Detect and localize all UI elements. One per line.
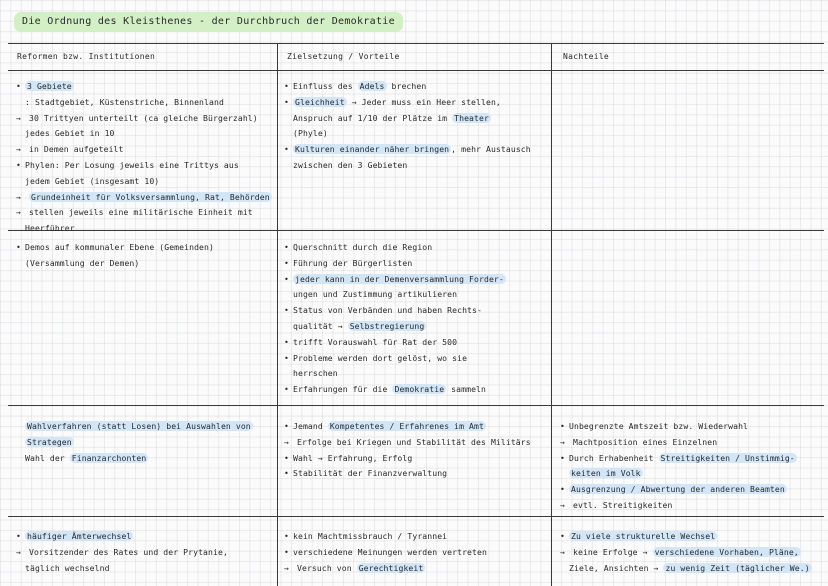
note-line [284, 272, 506, 288]
note-line [284, 451, 531, 467]
bullet-marker: • [284, 257, 289, 268]
note-line [16, 419, 253, 435]
note-line [284, 79, 531, 95]
highlighted-text: 3 Gebiete [27, 81, 72, 91]
note-text: Jemand [293, 421, 328, 431]
bullet-marker: • [284, 144, 289, 155]
note-line [560, 435, 797, 451]
note-text: Führung der Bürgerlisten [293, 257, 413, 268]
note-line [560, 466, 797, 482]
cell-reformen [16, 419, 253, 466]
arrow-marker: → [16, 112, 21, 123]
note-text: Wahl → Erfahrung, Erfolg [293, 452, 413, 463]
bullet-marker: • [16, 81, 21, 91]
highlighted-text: Gleichheit [295, 96, 345, 107]
note-line [284, 351, 506, 367]
note-line [284, 419, 531, 435]
note-line [284, 545, 487, 561]
highlighted-text: Wahlverfahren (statt Losen) bei Auswahlen von [27, 421, 251, 431]
highlighted-text: keiten im Volk [571, 468, 641, 479]
note-text: ungen und Zustimmung artikulieren [293, 289, 458, 300]
note-line [284, 366, 506, 382]
note-line [284, 561, 487, 577]
cell-ziel [284, 79, 531, 174]
bullet-marker: • [16, 242, 21, 252]
bullet-marker: • [560, 484, 565, 495]
note-text: Demos auf kommunaler Ebene (Gemeinden) [25, 242, 214, 252]
note-line [16, 545, 228, 561]
arrow-marker: → [16, 207, 21, 218]
bullet-marker: • [284, 352, 289, 363]
note-line [284, 319, 506, 335]
note-text: Stabilität der Finanzverwaltung [293, 468, 448, 479]
note-line [16, 95, 272, 111]
note-text: Versuch von [297, 562, 357, 573]
highlighted-text: Zu viele strukturelle Wechsel [571, 531, 716, 541]
note-line [16, 126, 272, 142]
column-divider [277, 43, 278, 586]
note-line [560, 451, 797, 467]
cell-ziel [284, 529, 487, 576]
row-divider [8, 516, 824, 517]
note-text: Vorsitzender des Rates und der Prytanie, [29, 546, 228, 557]
note-text: , mehr Austausch [451, 144, 531, 155]
page-title: Die Ordnung des Kleisthenes - der Durchbruch der Demokratie [14, 12, 403, 32]
highlighted-text: verschiedene Vorhaben, Pläne, [654, 546, 799, 557]
note-text: Machtposition eines Einzelnen [573, 436, 718, 447]
bullet-marker: • [284, 96, 289, 107]
note-line [284, 382, 506, 398]
note-line [16, 158, 272, 174]
note-text: Erfahrungen für die [293, 384, 393, 395]
arrow-marker: → [16, 546, 21, 557]
bullet-marker: • [560, 452, 565, 463]
note-text: (Versammlung der Demen) [25, 257, 140, 268]
bullet-marker: • [16, 531, 21, 541]
note-text: Wahl der [25, 452, 70, 463]
bullet-marker: • [284, 242, 289, 252]
note-line [284, 158, 531, 174]
note-line [284, 111, 531, 127]
note-line [284, 466, 531, 482]
highlighted-text: Demokratie [394, 384, 445, 395]
column-header-reformen: Reformen bzw. Institutionen [17, 52, 156, 61]
bullet-marker: • [560, 531, 565, 541]
highlighted-text: Ausgrenzung / Abwertung der anderen Beamten [571, 484, 785, 495]
column-divider [551, 43, 552, 586]
note-line [284, 95, 531, 111]
header-bottom-rule [8, 70, 824, 71]
note-text: täglich wechselnd [25, 562, 110, 573]
note-text: Probleme werden dort gelöst, wo sie [293, 352, 468, 363]
note-text: Status von Verbänden und haben Rechts- [293, 305, 482, 316]
note-text: Phylen: Per Losung jeweils eine Trittys aus [25, 159, 239, 170]
note-line [16, 221, 272, 237]
arrow-marker: → [560, 436, 565, 447]
note-text: sammeln [446, 384, 486, 395]
note-text: Anspruch auf 1/10 der Plätze im [293, 112, 453, 123]
cell-ziel [284, 240, 506, 398]
bullet-marker: • [284, 384, 289, 395]
note-text: jedes Gebiet in 10 [25, 128, 115, 139]
note-text: Ziele, Ansichten → [569, 562, 664, 573]
bullet-marker: • [284, 468, 289, 479]
note-text: jedem Gebiet (insgesamt 10) [25, 175, 160, 186]
note-text: herrschen [293, 368, 338, 379]
note-line [16, 111, 272, 127]
highlighted-text: zu wenig Zeit (täglicher We.) [665, 562, 810, 573]
note-text: stellen jeweils eine militärische Einheit mit [29, 207, 253, 218]
note-line [16, 529, 228, 545]
bullet-marker: • [560, 421, 565, 431]
cell-nachteile [560, 529, 812, 576]
note-line [16, 174, 272, 190]
bullet-marker: • [284, 336, 289, 347]
bullet-marker: • [284, 273, 289, 284]
arrow-marker: → [16, 144, 21, 155]
arrow-marker: → [284, 562, 289, 573]
header-top-rule [8, 43, 824, 44]
note-line [284, 142, 531, 158]
cell-reformen [16, 529, 228, 576]
note-line [16, 79, 272, 95]
note-line [284, 529, 487, 545]
note-line [284, 126, 531, 142]
bullet-marker: • [284, 531, 289, 541]
note-line [284, 435, 531, 451]
note-line [284, 303, 506, 319]
bullet-marker: • [284, 452, 289, 463]
bullet-marker: • [284, 305, 289, 316]
note-text: Heerführer [25, 223, 75, 234]
note-text: 30 Trittyen unterteilt (ca gleiche Bürgerzahl) [29, 112, 258, 123]
note-line [560, 498, 797, 514]
note-text: (Phyle) [293, 128, 328, 139]
note-line [560, 545, 812, 561]
cell-reformen [16, 240, 214, 272]
note-text: evtl. Streitigkeiten [573, 499, 673, 510]
note-text: trifft Vorauswahl für Rat der 500 [293, 336, 458, 347]
note-text: brechen [386, 81, 427, 91]
note-text: → Jeder muss ein Heer stellen, [346, 96, 501, 107]
note-text: verschiedene Meinungen werden vertreten [293, 546, 487, 557]
note-line [16, 205, 272, 221]
highlighted-text: Theater [454, 112, 489, 123]
bullet-marker: • [16, 159, 21, 170]
highlighted-text: Kompetentes / Erfahrenes im Amt [329, 421, 484, 431]
arrow-marker: → [284, 436, 289, 447]
note-text: Einfluss des [293, 81, 358, 91]
arrow-marker: → [16, 191, 21, 202]
cell-nachteile [560, 419, 797, 514]
arrow-marker: → [560, 546, 565, 557]
note-line [16, 256, 214, 272]
highlighted-text: Adels [359, 81, 385, 91]
highlighted-text: häufiger Ämterwechsel [27, 531, 132, 541]
highlighted-text: Selbstregierung [349, 320, 425, 331]
cell-ziel [284, 419, 531, 482]
note-text: Erfolge bei Kriegen und Stabilität des Militärs [297, 436, 531, 447]
note-line [560, 529, 812, 545]
highlighted-text: jeder kann in der Demenversammlung Forder- [295, 273, 504, 284]
note-text: in Demen aufgeteilt [29, 144, 124, 155]
note-text: : Stadtgebiet, Küstenstriche, Binnenland [25, 96, 224, 107]
note-text: Unbegrenzte Amtszeit bzw. Wiederwahl [569, 421, 749, 431]
note-text: Durch Erhabenheit [569, 452, 659, 463]
highlighted-text: Gerechtigkeit [358, 562, 424, 573]
note-text: zwischen den 3 Gebieten [293, 159, 408, 170]
note-line [16, 142, 272, 158]
note-line [560, 482, 797, 498]
column-header-ziel: Zielsetzung / Vorteile [287, 52, 400, 61]
arrow-marker: → [560, 499, 565, 510]
note-text: qualität → [293, 320, 348, 331]
note-line [284, 335, 506, 351]
highlighted-text: Finanzarchonten [71, 452, 147, 463]
note-text: Querschnitt durch die Region [293, 242, 433, 252]
note-text: kein Machtmissbrauch / Tyrannei [293, 531, 448, 541]
bullet-marker: • [284, 546, 289, 557]
note-line [16, 451, 253, 467]
note-line [16, 435, 253, 451]
highlighted-text: Kulturen einander näher bringen [295, 144, 450, 155]
note-line [16, 561, 228, 577]
note-line [16, 190, 272, 206]
bullet-marker: • [284, 81, 289, 91]
note-line [560, 561, 812, 577]
note-line [284, 287, 506, 303]
note-line [284, 240, 506, 256]
note-line [560, 419, 797, 435]
cell-reformen [16, 79, 272, 237]
highlighted-text: Streitigkeiten / Unstimmig- [660, 452, 795, 463]
highlighted-text: Grundeinheit für Volksversammlung, Rat, Behörden [31, 191, 270, 202]
note-text: keine Erfolge → [573, 546, 653, 557]
column-header-nachteile: Nachteile [563, 52, 610, 61]
note-line [284, 256, 506, 272]
row-divider [8, 405, 824, 406]
note-line [16, 240, 214, 256]
bullet-marker: • [284, 421, 289, 431]
highlighted-text: Strategen [27, 436, 72, 447]
